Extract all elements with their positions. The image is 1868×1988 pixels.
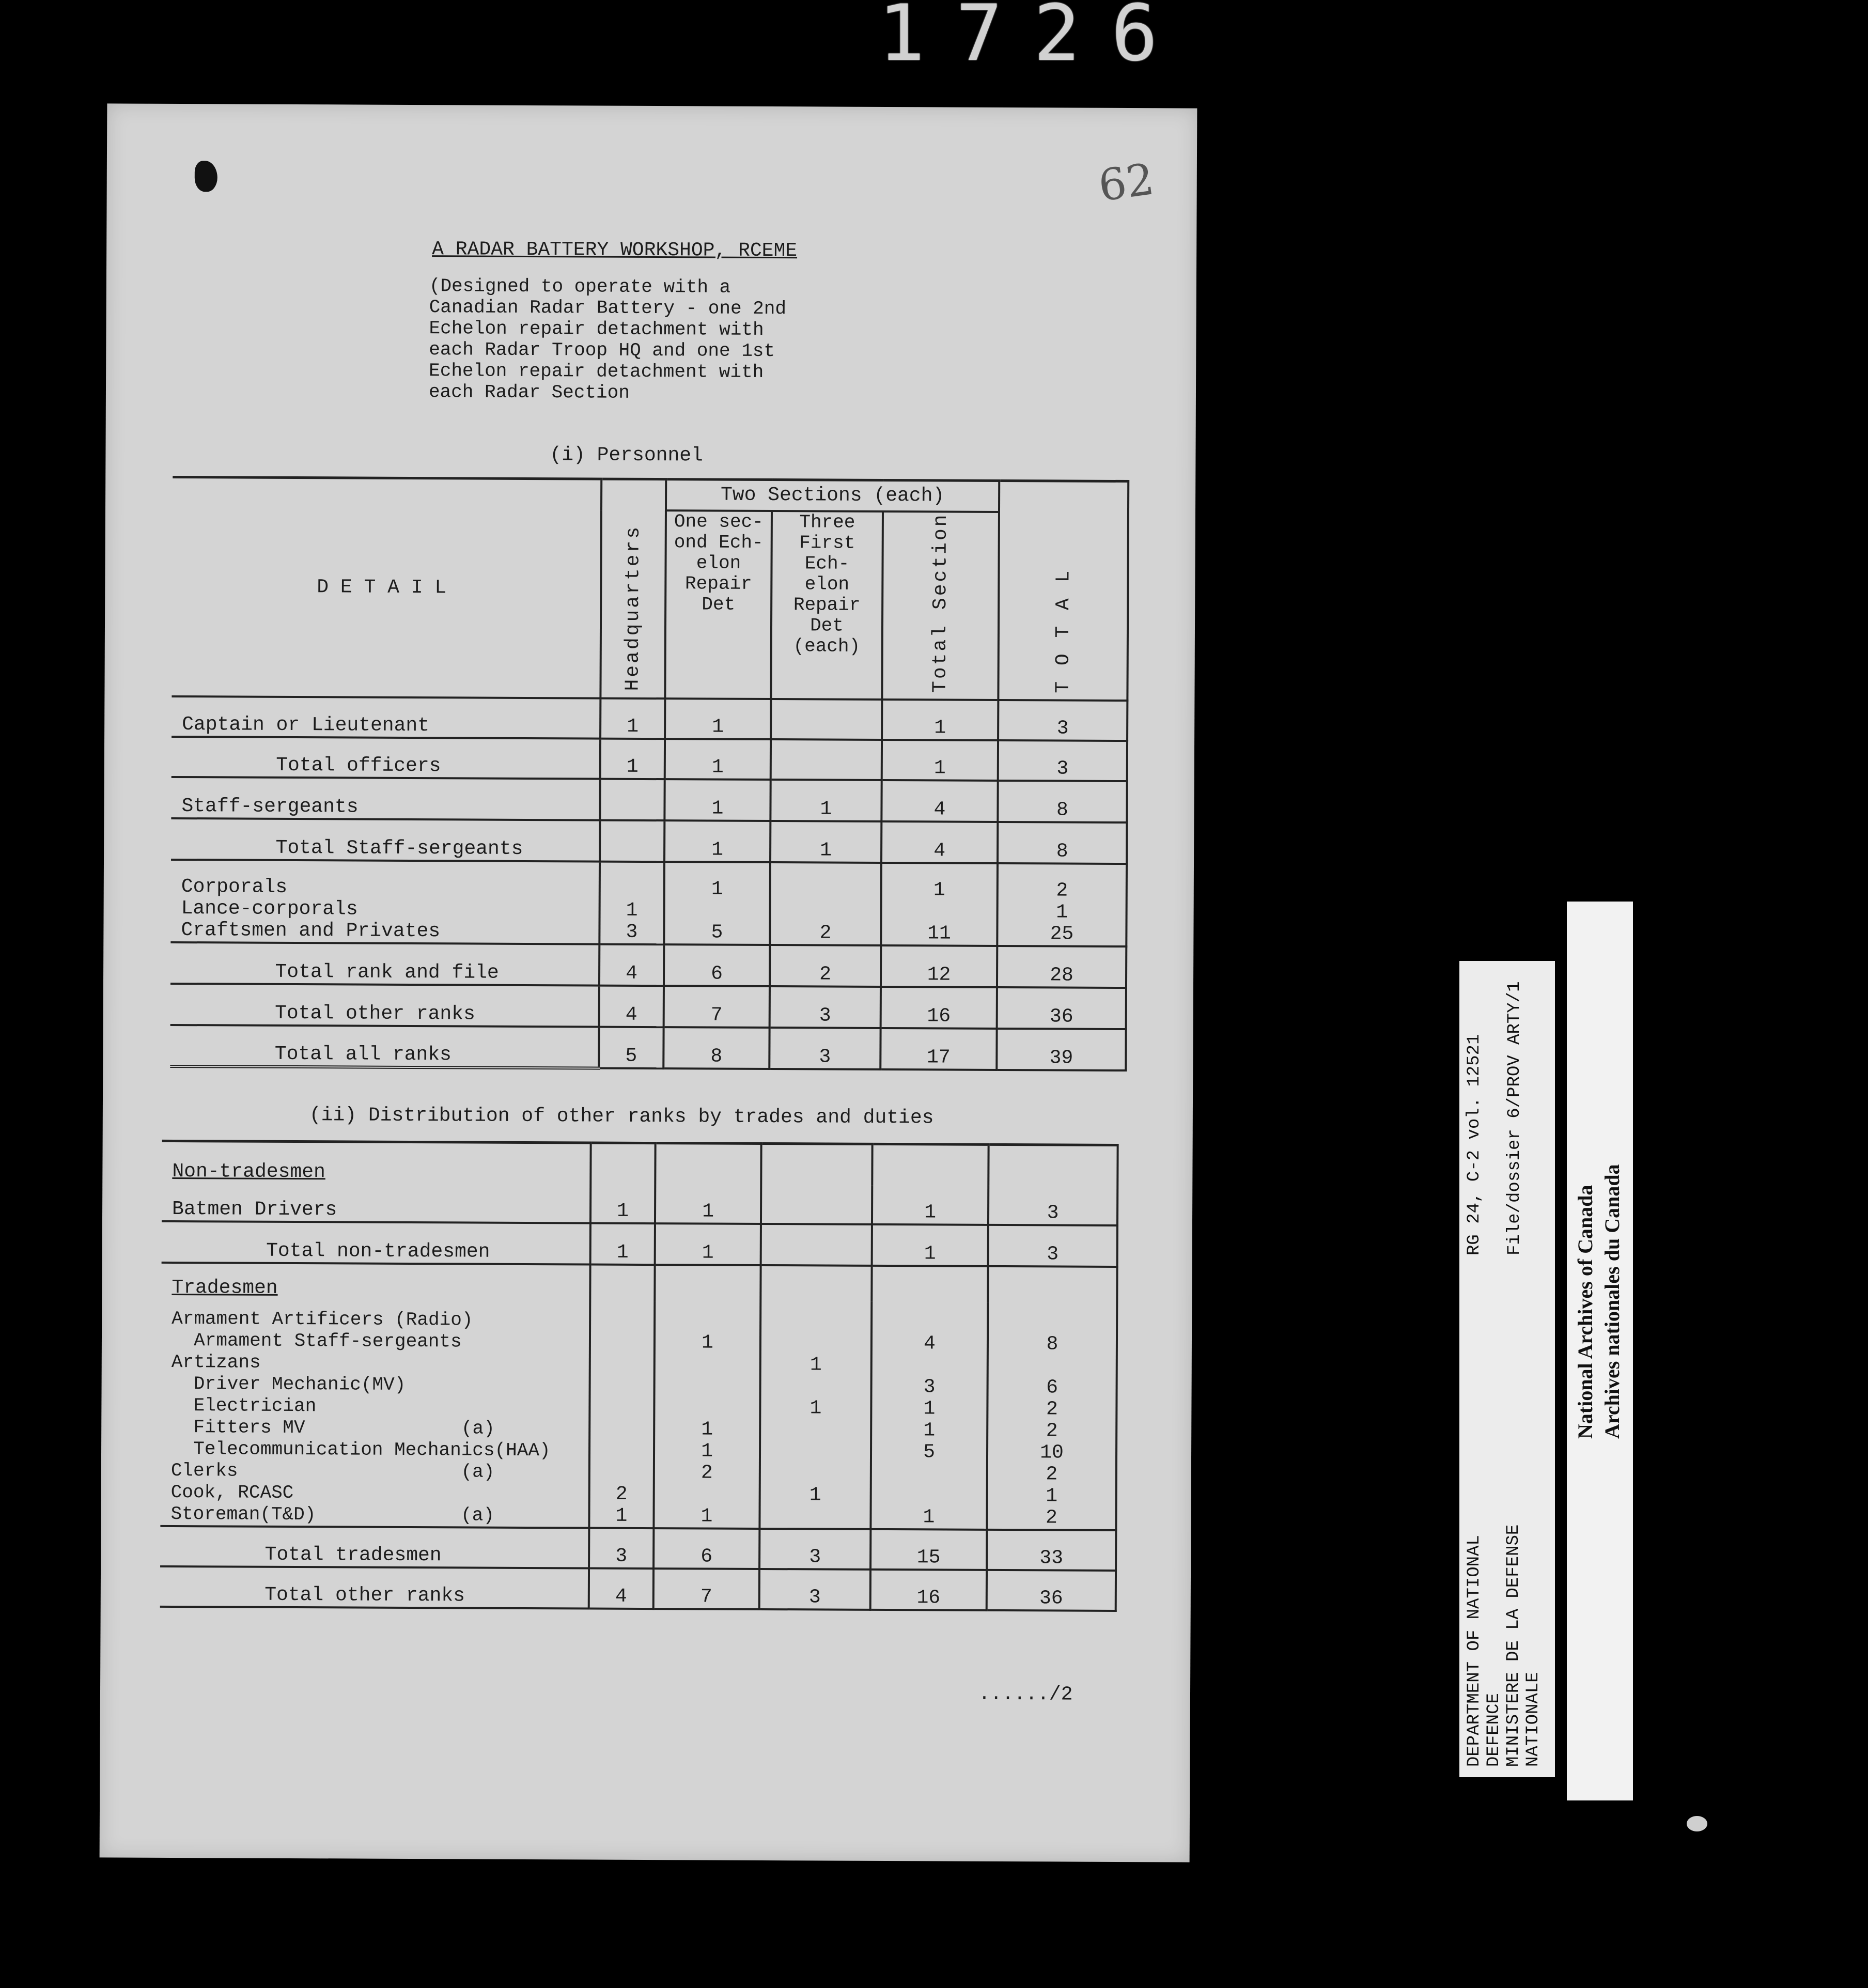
- cell-hq: 1: [590, 1223, 655, 1265]
- row-label: Total other ranks: [160, 1566, 589, 1608]
- cell-total-section: 1: [882, 700, 998, 740]
- cell-total: 3: [988, 1224, 1117, 1266]
- document-page: [100, 103, 1197, 1862]
- cell-total-section: 1: [872, 1185, 988, 1224]
- row-label: Captain or Lieutenant: [172, 696, 600, 739]
- frame-number-stamp: 1726: [878, 0, 1189, 79]
- film-speck: [1687, 1816, 1707, 1831]
- cell-total: 28: [997, 946, 1126, 988]
- cell-second-echelon: 1: [665, 698, 771, 739]
- cell-first-echelon: [771, 699, 882, 740]
- cell-hq: 1: [600, 739, 665, 780]
- cell-first-echelon: 1: [770, 821, 881, 863]
- first-echelon-header: Three First Ech- elon Repair Det (each): [771, 511, 883, 700]
- cell-total-section: 16: [881, 987, 997, 1029]
- cell-hq: 4: [599, 944, 664, 986]
- cell-first-echelon: 3: [759, 1568, 870, 1609]
- total-section-header: [882, 511, 999, 700]
- cell-total: 3: [988, 1186, 1117, 1225]
- cell-total: 36: [997, 987, 1126, 1029]
- table-row: [170, 984, 1126, 1029]
- hq-header: [600, 479, 666, 698]
- cell-total: [988, 1144, 1117, 1186]
- cell-second-echelon: [655, 1265, 760, 1301]
- row-label: Total officers: [172, 737, 600, 779]
- table-row: [171, 818, 1127, 864]
- cell-total-section: 1 11: [881, 863, 998, 946]
- cell-total-section: 1: [872, 1224, 988, 1266]
- cell-total: 39: [997, 1029, 1126, 1070]
- table-row: [162, 1221, 1117, 1266]
- row-label: Armament Artificers (Radio) Armament Staff-sergeants Artizans Driver Mechanic(MV) Electrician Fitters MV (a) Telecommunication Mechanics(HAA) Clerks (a) Cook, RCASC Storeman(T&D) (a): [160, 1298, 590, 1528]
- row-label: Total rank and file: [170, 942, 599, 986]
- cell-total-section: 16: [870, 1569, 987, 1610]
- row-label: Corporals Lance-corporals Craftsmen and Privates: [170, 860, 600, 944]
- table-row: [161, 1262, 1117, 1302]
- row-label: Batmen Drivers: [162, 1182, 590, 1223]
- cell-total-section: 1: [882, 740, 998, 781]
- personnel-heading: (i) Personnel: [550, 444, 704, 467]
- cell-total: 2 1 25: [997, 863, 1127, 946]
- cell-total-section: 15: [870, 1529, 987, 1570]
- cell-first-echelon: [760, 1265, 871, 1301]
- archives-name-fr: Archives nationales du Canada: [1600, 1164, 1624, 1439]
- table-row: [160, 1298, 1117, 1530]
- cell-hq: [600, 779, 664, 821]
- table-row: [170, 1025, 1126, 1070]
- document-subtitle: (Designed to operate with a Canadian Radar Battery - one 2nd Echelon repair detachment with each Radar Troop HQ and one 1st Echelon repair detachment with each Radar Section: [428, 275, 787, 403]
- row-label: Staff-sergeants: [171, 777, 600, 820]
- hq-header-text: Headquarters: [621, 525, 645, 691]
- folio-number: 62: [1095, 153, 1157, 211]
- cell-total: 8: [998, 781, 1127, 822]
- cell-total: 8: [998, 822, 1127, 864]
- table-row: [162, 1141, 1117, 1186]
- cell-first-echelon: [761, 1223, 872, 1265]
- total-header-text: T O T A L: [1051, 568, 1075, 693]
- cell-second-echelon: 1 1 1 2 1: [653, 1301, 760, 1529]
- cell-total: 36: [987, 1570, 1116, 1610]
- cell-first-echelon: [761, 1143, 872, 1185]
- department-text: DEPARTMENT OF NATIONAL DEFENCE MINISTERE DE LA DEFENSE NATIONALE: [1465, 1524, 1543, 1767]
- total-section-header-text: Total Section: [929, 512, 952, 693]
- cell-hq: 2 1: [589, 1300, 655, 1528]
- cell-total-section: 17: [880, 1028, 997, 1070]
- cell-hq: 1 3: [599, 862, 664, 945]
- cell-hq: [590, 1264, 655, 1301]
- row-label: Total other ranks: [170, 984, 599, 1027]
- table-row: [160, 1566, 1116, 1610]
- cell-first-echelon: 3: [769, 1028, 880, 1069]
- archive-reference-label: [1459, 961, 1555, 1777]
- cell-hq: 4: [599, 986, 664, 1028]
- cell-total: 3: [998, 740, 1127, 781]
- cell-first-echelon: 3: [759, 1528, 870, 1569]
- cell-second-echelon: 1: [655, 1223, 761, 1265]
- record-group-text: RG 24, C-2 vol. 12521: [1465, 1034, 1484, 1255]
- personnel-group-header-row: [173, 477, 1128, 512]
- cell-total-section: [872, 1144, 988, 1186]
- cell-second-echelon: 6: [664, 944, 770, 986]
- cell-total: 8 6 2 2 10 2 1 2: [987, 1302, 1117, 1530]
- two-sections-header: Two Sections (each): [666, 479, 999, 512]
- cell-hq: 1: [600, 698, 665, 739]
- cell-first-echelon: [761, 1185, 872, 1224]
- row-label: Tradesmen: [161, 1262, 590, 1300]
- row-label: Total all ranks: [170, 1025, 599, 1068]
- cell-first-echelon: 1 1 1: [759, 1301, 871, 1529]
- distribution-table: [160, 1140, 1119, 1612]
- cell-total-section: 4: [881, 821, 998, 863]
- cell-total-section: 12: [881, 945, 997, 987]
- table-row: [170, 942, 1126, 988]
- archives-name-en: National Archives of Canada: [1574, 1185, 1597, 1439]
- second-echelon-header: One sec- ond Ech- elon Repair Det: [665, 510, 772, 699]
- row-label: Non-tradesmen: [162, 1141, 590, 1184]
- row-label: Total Staff-sergeants: [171, 818, 600, 862]
- cell-total: 3: [998, 700, 1127, 741]
- cell-hq: 4: [589, 1568, 653, 1609]
- row-label: Total tradesmen: [160, 1526, 589, 1568]
- distribution-heading: (ii) Distribution of other ranks by trades and duties: [309, 1104, 934, 1129]
- table-row: [170, 860, 1127, 946]
- detail-header: D E T A I L: [172, 477, 601, 698]
- cell-second-echelon: 8: [663, 1027, 769, 1069]
- national-archives-label: [1567, 902, 1633, 1800]
- cell-total-section: [871, 1265, 988, 1302]
- cell-first-echelon: 3: [770, 986, 881, 1028]
- table-row: [172, 737, 1127, 781]
- cell-total: 33: [987, 1529, 1116, 1570]
- cell-second-echelon: 1: [665, 739, 771, 780]
- cell-second-echelon: 1: [655, 1185, 761, 1224]
- cell-second-echelon: 1: [664, 820, 770, 862]
- cell-hq: 1: [590, 1184, 655, 1223]
- table-row: [172, 696, 1127, 741]
- ink-blot: [195, 161, 217, 192]
- cell-second-echelon: 1 5: [664, 862, 770, 945]
- total-header: [998, 480, 1128, 701]
- cell-second-echelon: 7: [664, 986, 770, 1028]
- cell-hq: 3: [589, 1528, 653, 1568]
- cell-hq: [600, 820, 664, 862]
- table-row: [160, 1526, 1116, 1570]
- file-reference-text: File/dossier 6/PROV ARTY/1: [1505, 981, 1524, 1255]
- cell-first-echelon: [771, 739, 882, 780]
- table-row: [162, 1182, 1117, 1225]
- cell-total-section: 4 3 1 1 5 1: [870, 1301, 988, 1529]
- cell-second-echelon: 1: [664, 779, 770, 821]
- cell-total: [988, 1266, 1117, 1302]
- cell-first-echelon: 2: [770, 945, 881, 987]
- cell-second-echelon: 7: [653, 1568, 759, 1609]
- cell-total-section: 4: [881, 780, 998, 822]
- cell-first-echelon: 2: [770, 862, 881, 945]
- cell-second-echelon: 6: [653, 1528, 759, 1569]
- personnel-table: [170, 476, 1129, 1072]
- cell-second-echelon: [655, 1143, 761, 1185]
- cell-hq: [590, 1143, 655, 1185]
- cell-hq: 5: [599, 1027, 663, 1069]
- row-label: Total non-tradesmen: [162, 1221, 590, 1264]
- cell-first-echelon: 1: [770, 780, 881, 821]
- document-title: A RADAR BATTERY WORKSHOP, RCEME: [432, 238, 798, 262]
- table-row: [171, 777, 1127, 822]
- continued-marker: ....../2: [978, 1683, 1073, 1706]
